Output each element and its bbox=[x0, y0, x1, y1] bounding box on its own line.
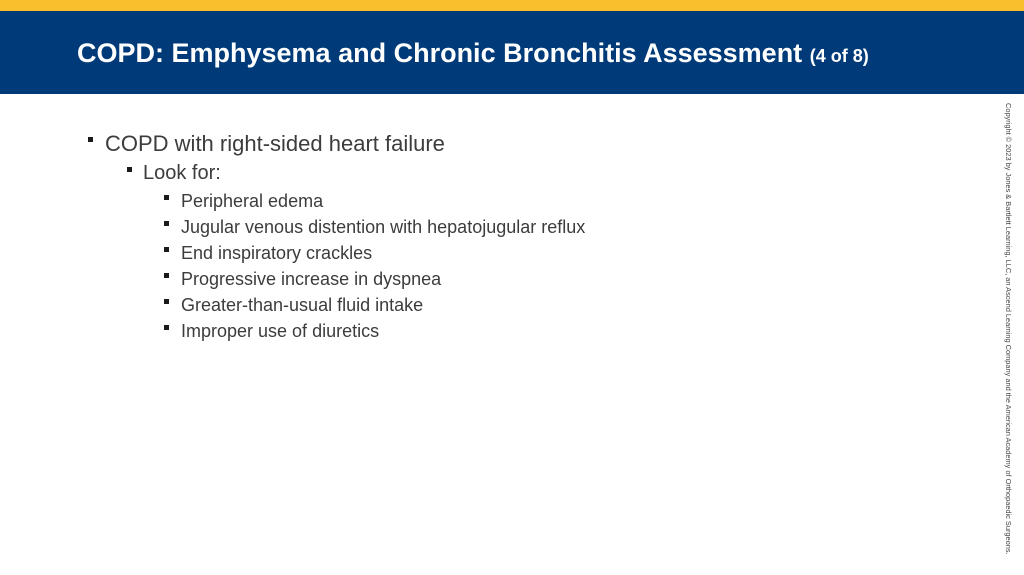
bullet-level-3: End inspiratory crackles bbox=[181, 243, 373, 263]
bullet-marker bbox=[164, 299, 169, 304]
bullet-level-3: Improper use of diuretics bbox=[181, 321, 380, 341]
bullet-level-3: Jugular venous distention with hepatojugular reflux bbox=[181, 217, 586, 237]
bullet-marker bbox=[164, 325, 169, 330]
bullet-level-1: COPD with right-sided heart failure bbox=[105, 131, 445, 156]
slide-title-page-count: (4 of 8) bbox=[809, 46, 869, 66]
bullet-marker bbox=[164, 221, 169, 226]
bullet-level-2: Look for: bbox=[143, 162, 221, 184]
bullet-level-3: Greater-than-usual fluid intake bbox=[181, 295, 424, 315]
copyright-notice: Copyright © 2023 by Jones & Bartlett Learning, LLC, an Ascend Learning Company and the American Academy of Orthopaedic Surgeons. bbox=[1004, 103, 1013, 555]
bullet-marker bbox=[88, 137, 93, 142]
bullet-marker bbox=[164, 195, 169, 200]
bullet-level-3: Peripheral edema bbox=[181, 191, 324, 211]
bullet-level-3: Progressive increase in dyspnea bbox=[181, 269, 442, 289]
slide-title-main: COPD: Emphysema and Chronic Bronchitis Assessment bbox=[77, 38, 803, 68]
bullet-marker bbox=[127, 167, 132, 172]
bullet-marker bbox=[164, 273, 169, 278]
bullet-marker bbox=[164, 247, 169, 252]
